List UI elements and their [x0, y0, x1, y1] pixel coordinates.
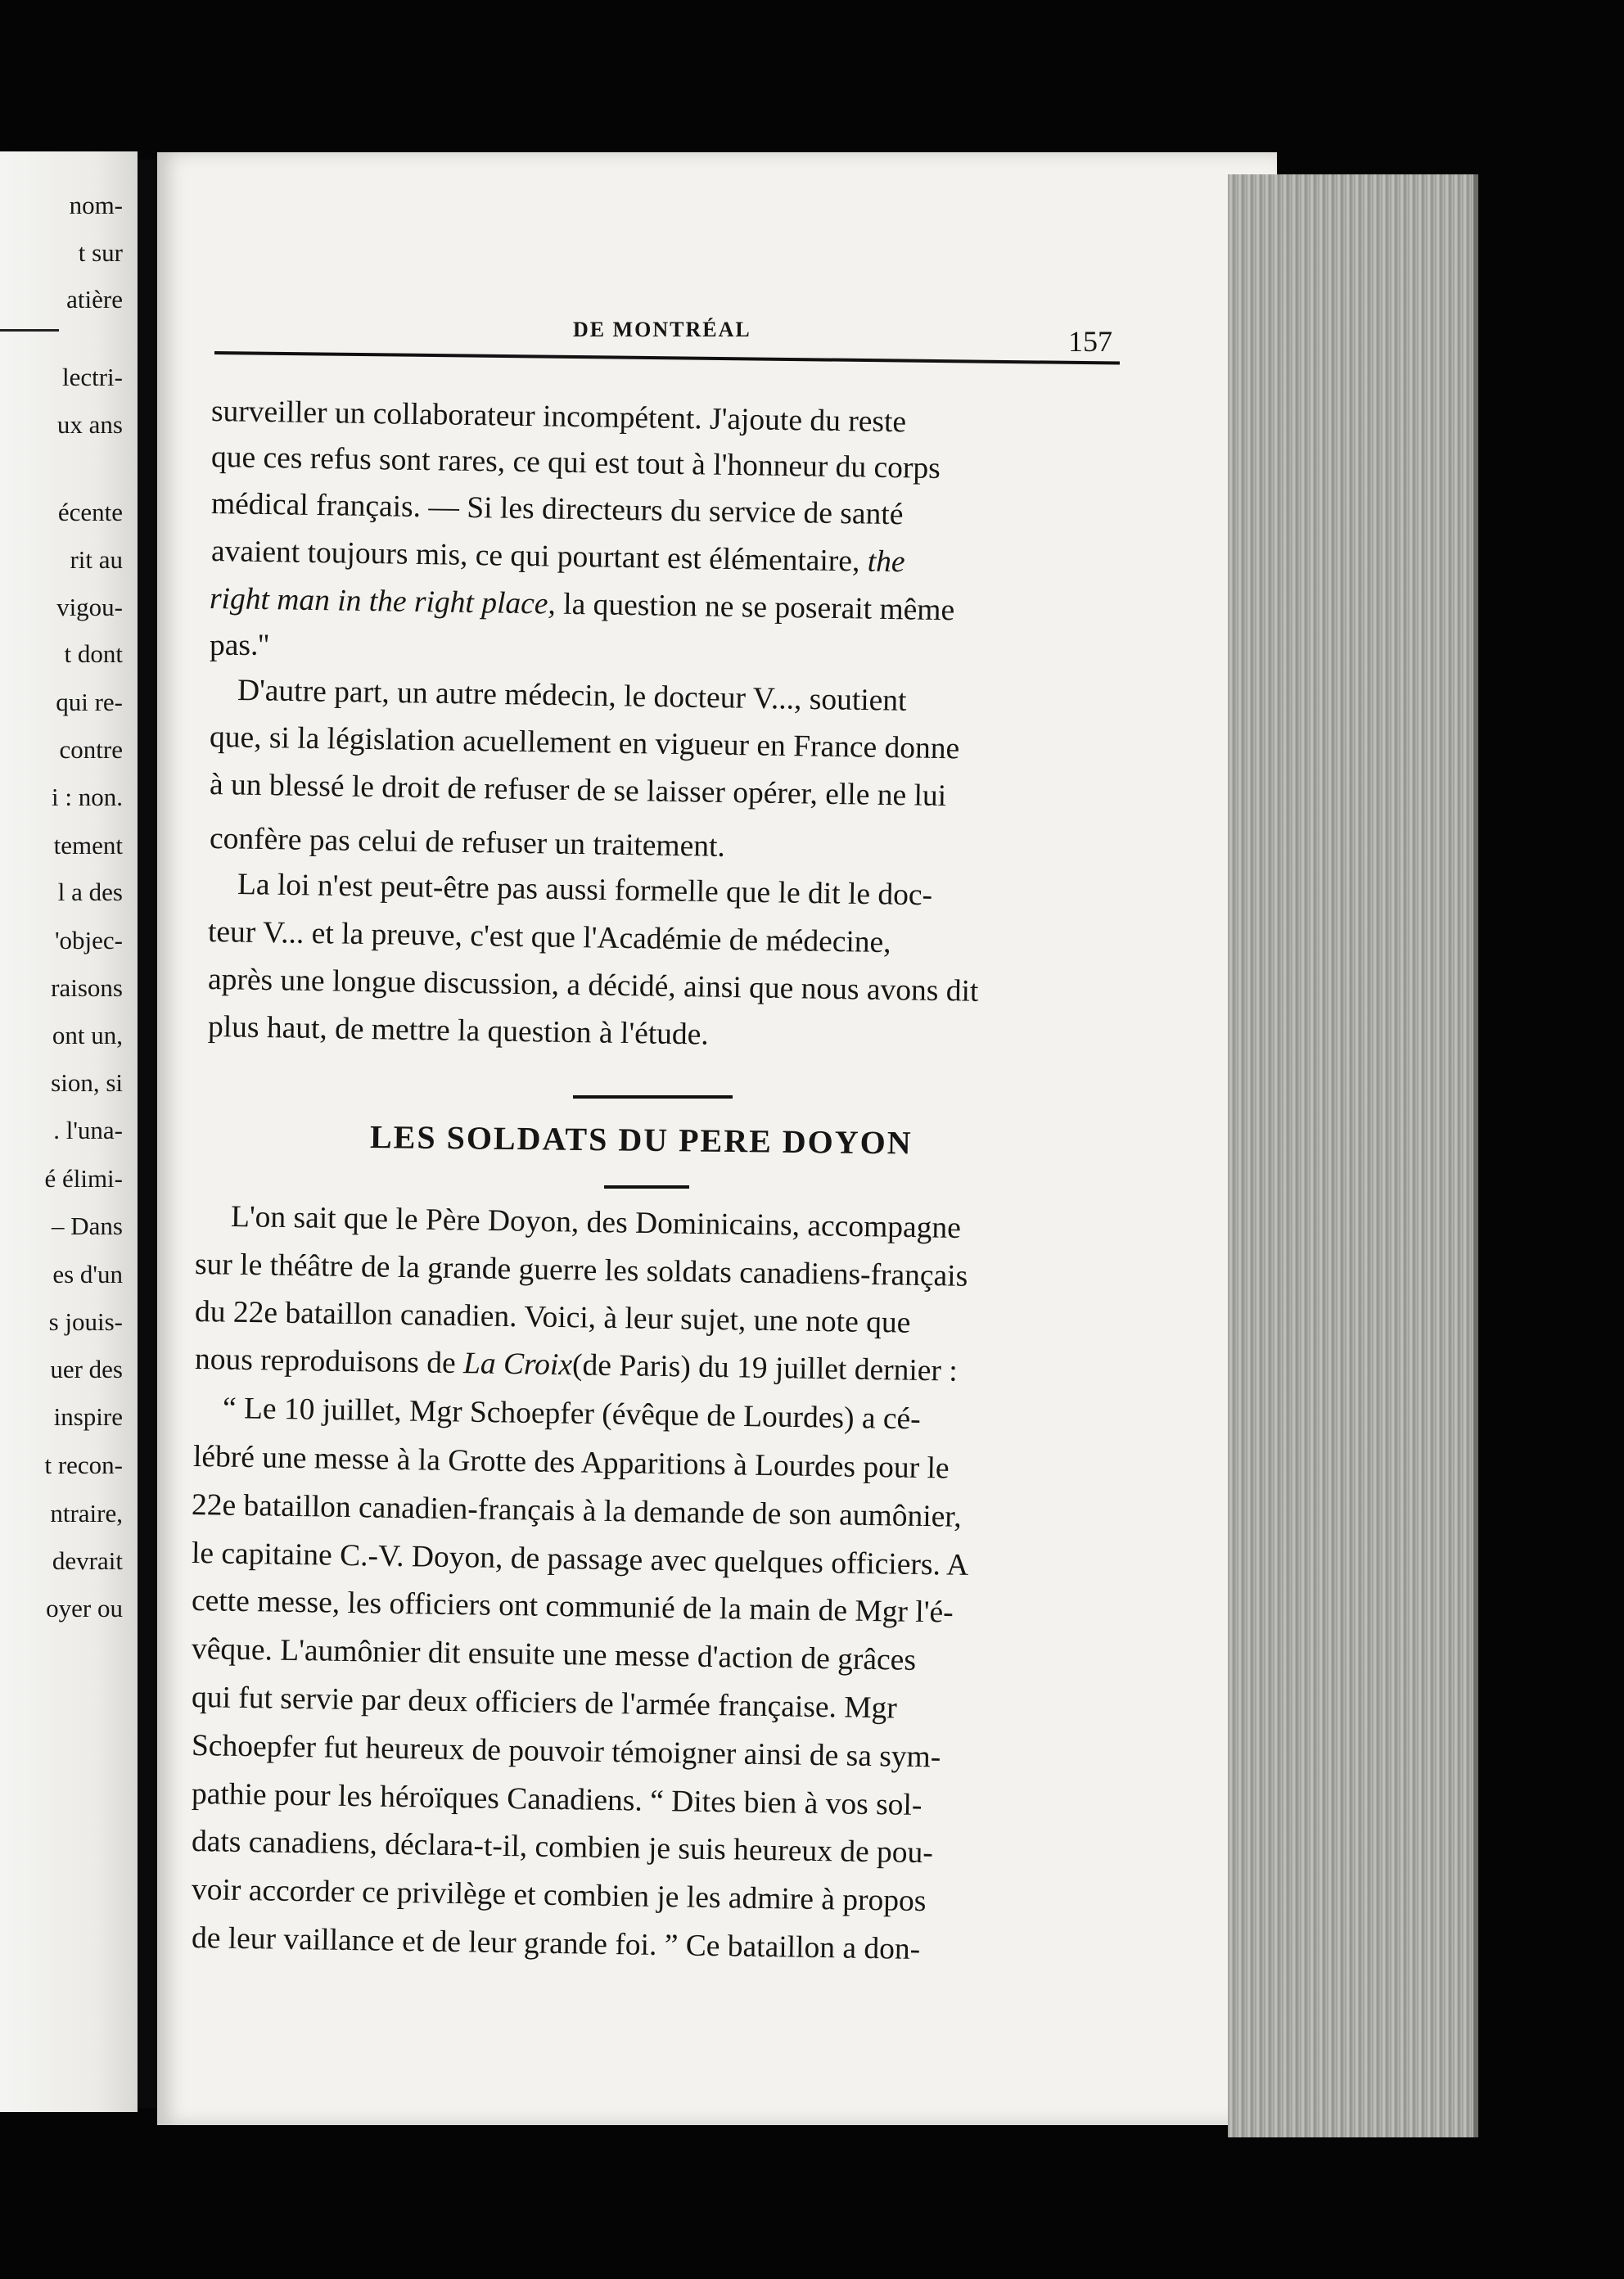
text-line: que ces refus sont rares, ce qui est tout à l'honneur du corps — [210, 440, 941, 485]
page-number: 157 — [1068, 325, 1112, 358]
previous-page-text-fragment: uer des — [50, 1355, 123, 1383]
text-span: nous reproduisons de — [194, 1343, 464, 1381]
previous-page-text-fragment: contre — [59, 735, 123, 764]
section-title: LES SOLDATS DU PERE DOYON — [369, 1118, 913, 1162]
text-line: D'autre part, un autre médecin, le docteur V..., soutient — [237, 674, 907, 718]
previous-page-text-fragment: nom- — [69, 191, 123, 219]
previous-page-text-fragment: é élimi- — [44, 1164, 123, 1193]
previous-page-text-fragment: écente — [57, 498, 123, 526]
previous-page-text-fragment: ntraire, — [50, 1499, 123, 1528]
text-line: “ Le 10 juillet, Mgr Schoepfer (évêque de Lourdes) a cé- — [222, 1392, 921, 1437]
previous-page-text-fragment: ont un, — [52, 1021, 123, 1049]
running-head: DE MONTRÉAL — [573, 318, 751, 341]
text-line: à un blessé le droit de refuser de se laisser opérer, elle ne lui — [209, 768, 947, 814]
text-line: pathie pour les héroïques Canadiens. “ Dites bien à vos sol- — [191, 1777, 923, 1823]
previous-page-text-fragment: tement — [53, 831, 123, 860]
text-span: avaient toujours mis, ce qui pourtant est élémentaire, — [210, 535, 860, 579]
text-line: plus haut, de mettre la question à l'étude. — [207, 1010, 710, 1052]
previous-page-text-fragment: s jouis- — [48, 1307, 123, 1336]
previous-page-text-fragment: . l'una- — [53, 1116, 123, 1144]
text-line: le capitaine C.-V. Doyon, de passage avec quelques officiers. A — [191, 1537, 969, 1582]
italic-text: the — [867, 544, 905, 580]
text-line: Schoepfer fut heureux de pouvoir témoigner ainsi de sa sym- — [191, 1729, 941, 1775]
previous-page-text-fragment: – Dans — [52, 1212, 123, 1240]
previous-page-text-fragment: oyer ou — [46, 1594, 123, 1622]
text-line: surveiller un collaborateur incompétent. J'ajoute du reste — [210, 395, 907, 440]
previous-page-text-fragment: i : non. — [52, 783, 123, 811]
italic-text: right man in the right place, — [209, 582, 557, 621]
text-line: que, si la législation acuellement en vigueur en France donne — [209, 720, 960, 766]
text-line: qui fut servie par deux officiers de l'armée française. Mgr — [191, 1681, 898, 1726]
text-line: sur le théâtre de la grande guerre les soldats canadiens-français — [194, 1248, 968, 1293]
previous-page-text-fragment: qui re- — [56, 688, 123, 716]
previous-page-text-fragment: atière — [66, 285, 123, 314]
text-line: lébré une messe à la Grotte des Apparitions à Lourdes pour le — [192, 1440, 950, 1486]
previous-page-text-fragment: sion, si — [51, 1068, 123, 1097]
previous-page-text-fragment: inspire — [53, 1402, 123, 1431]
previous-page-text-fragment: 'objec- — [54, 926, 123, 954]
previous-page-text-fragment: t sur — [78, 238, 123, 267]
text-line: après une longue discussion, a décidé, ainsi que nous avons dit — [207, 963, 979, 1009]
text-line: 22e bataillon canadien-français à la demande de son aumônier, — [191, 1488, 963, 1534]
text-line: pas.'' — [210, 629, 269, 662]
section-rule-bottom — [604, 1185, 689, 1189]
text-line: vêque. L'aumônier dit ensuite une messe d'action de grâces — [191, 1632, 917, 1677]
text-span: (de Paris) du 19 juillet dernier : — [571, 1348, 959, 1388]
previous-page — [0, 151, 138, 2112]
previous-page-text-fragment: raisons — [51, 973, 123, 1002]
previous-page-text-fragment: l a des — [57, 878, 123, 906]
page-edges — [1228, 174, 1478, 2137]
previous-page-header-rule — [0, 329, 59, 332]
italic-text: La Croix — [462, 1347, 573, 1383]
text-span: la question ne se poserait même — [555, 587, 955, 628]
previous-page-text-fragment: rit au — [70, 545, 123, 574]
previous-page-text-fragment: es d'un — [52, 1260, 123, 1288]
text-line: cette messe, les officiers ont communié de la main de Mgr l'é- — [191, 1584, 954, 1630]
text-line: confère pas celui de refuser un traitement. — [209, 822, 726, 864]
previous-page-text-fragment: devrait — [52, 1546, 123, 1575]
text-line: voir accorder ce privilège et combien je les admire à propos — [191, 1873, 927, 1919]
text-line: dats canadiens, déclara-t-il, combien je suis heureux de pou- — [191, 1825, 934, 1871]
previous-page-text-fragment: t recon- — [44, 1451, 123, 1479]
previous-page-text-fragment: vigou- — [56, 593, 123, 621]
previous-page-text-fragment: t dont — [64, 639, 123, 668]
text-line: de leur vaillance et de leur grande foi. ” Ce bataillon a don- — [191, 1921, 921, 1966]
previous-page-text-fragment: ux ans — [56, 410, 123, 439]
text-line: teur V... et la preuve, c'est que l'Académie de médecine, — [207, 915, 891, 960]
text-line: médical français. — Si les directeurs du service de santé — [210, 487, 904, 532]
text-line: La loi n'est peut-être pas aussi formelle que le dit le doc- — [237, 868, 933, 913]
text-line: du 22e bataillon canadien. Voici, à leur sujet, une note que — [194, 1295, 911, 1340]
section-rule-top — [573, 1095, 733, 1099]
text-line: L'on sait que le Père Doyon, des Dominicains, accompagne — [230, 1200, 962, 1246]
previous-page-text-fragment: lectri- — [61, 363, 123, 391]
